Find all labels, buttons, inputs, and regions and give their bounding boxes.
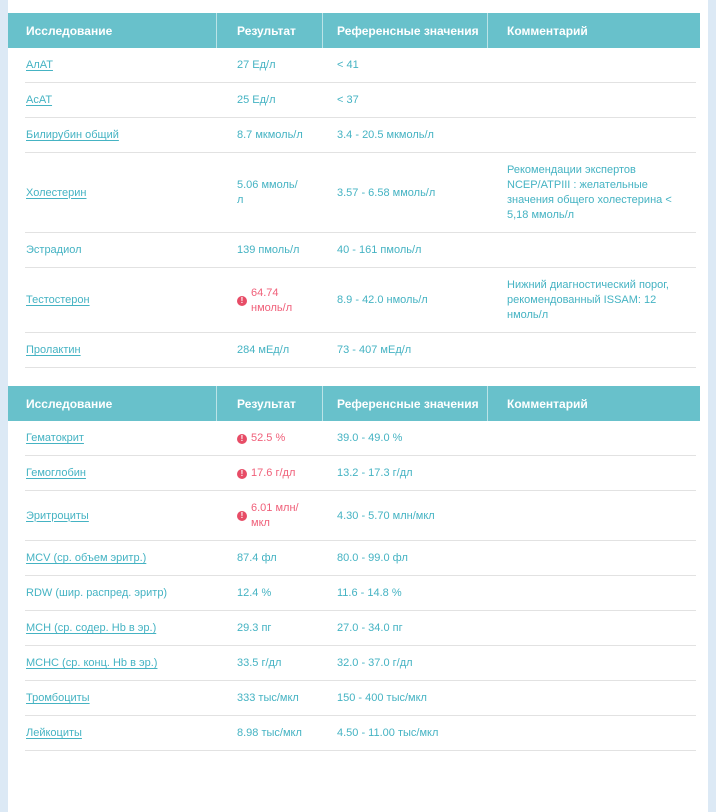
table-body	[8, 48, 700, 368]
comment-cell	[488, 48, 700, 83]
result-value: 25 Ед/л	[237, 94, 276, 106]
test-name-cell	[8, 268, 217, 333]
out-of-range-alert-icon: !	[237, 469, 247, 479]
table-body	[8, 421, 700, 751]
lab-results-table	[8, 13, 700, 368]
test-name-link[interactable]: Тестостерон	[26, 294, 90, 306]
test-name-link[interactable]: Гемоглобин	[26, 467, 86, 479]
test-name-cell	[8, 541, 217, 576]
result-value: 333 тыс/мкл	[237, 692, 299, 704]
result-cell	[217, 153, 323, 233]
reference-range: < 41	[337, 59, 359, 71]
test-name-link[interactable]: Билирубин общий	[26, 129, 119, 141]
test-name-link[interactable]: MCV (ср. объем эритр.)	[26, 552, 147, 564]
lab-results-table	[8, 386, 700, 751]
test-name-link[interactable]: Холестерин	[26, 186, 87, 199]
reference-range: 27.0 - 34.0 пг	[337, 622, 403, 634]
test-name-cell	[8, 611, 217, 646]
test-name-cell	[8, 456, 217, 491]
test-name: Эстрадиол	[26, 244, 82, 256]
table-row	[8, 541, 700, 576]
test-name-link[interactable]: MCHC (ср. конц. Hb в эр.)	[26, 657, 158, 669]
table-row	[8, 456, 700, 491]
result-value: 284 мЕд/л	[237, 344, 290, 356]
test-name-cell	[8, 333, 217, 368]
test-name-link[interactable]: Пролактин	[26, 344, 81, 356]
out-of-range-alert-icon: !	[237, 511, 247, 521]
test-name-cell	[8, 716, 217, 751]
result-cell	[217, 456, 323, 491]
result-cell	[217, 646, 323, 681]
column-header: Референсные значения	[323, 386, 488, 421]
out-of-range-alert-icon: !	[237, 296, 247, 306]
comment-cell: Рекомендации экспертов NCEP/ATPIII : желательные значения общего холестерина < 5,18 ммоль/л	[507, 164, 672, 221]
result-cell	[217, 421, 323, 456]
test-name-cell	[8, 153, 217, 233]
result-value: 17.6 г/дл	[251, 467, 296, 479]
comment-cell	[488, 333, 700, 368]
test-name-link[interactable]: АсАТ	[26, 94, 53, 106]
reference-range: 32.0 - 37.0 г/дл	[337, 657, 413, 669]
test-name-cell	[8, 681, 217, 716]
out-of-range-alert-icon: !	[237, 434, 247, 444]
result-cell	[217, 333, 323, 368]
reference-range: 73 - 407 мЕд/л	[337, 344, 412, 356]
table-row	[8, 576, 700, 611]
table-row	[8, 716, 700, 751]
test-name: RDW (шир. распред. эритр)	[26, 587, 168, 599]
comment-cell	[488, 491, 700, 541]
table-row	[8, 48, 700, 83]
table-row	[8, 83, 700, 118]
results-card	[8, 0, 708, 812]
test-name-link[interactable]: Лейкоциты	[26, 727, 82, 739]
result-cell	[217, 118, 323, 153]
result-cell	[217, 541, 323, 576]
result-cell	[217, 681, 323, 716]
result-cell	[217, 576, 323, 611]
test-name-link[interactable]: MCH (ср. содер. Hb в эр.)	[26, 622, 157, 634]
test-name-link[interactable]: АлАТ	[26, 59, 53, 71]
reference-range: 13.2 - 17.3 г/дл	[337, 467, 413, 479]
comment-cell	[488, 681, 700, 716]
comment-cell	[488, 716, 700, 751]
result-value: 12.4 %	[237, 587, 272, 599]
reference-range: 4.50 - 11.00 тыс/мкл	[337, 727, 439, 739]
result-value: 6.01 млн/мкл	[251, 502, 299, 529]
result-cell	[217, 716, 323, 751]
result-value: 33.5 г/дл	[237, 657, 282, 669]
test-name-cell	[8, 83, 217, 118]
result-cell	[217, 268, 323, 333]
test-name-cell	[8, 48, 217, 83]
comment-cell	[488, 646, 700, 681]
result-cell	[217, 48, 323, 83]
test-name-cell	[8, 421, 217, 456]
column-header: Комментарий	[507, 23, 588, 38]
table-row	[8, 611, 700, 646]
test-name-cell	[8, 118, 217, 153]
result-value: 27 Ед/л	[237, 59, 276, 71]
comment-cell	[488, 541, 700, 576]
column-header: Результат	[217, 13, 323, 48]
column-header: Результат	[217, 386, 323, 421]
reference-range: 4.30 - 5.70 млн/мкл	[337, 509, 435, 522]
result-cell	[217, 83, 323, 118]
comment-cell	[488, 233, 700, 268]
comment-cell	[488, 421, 700, 456]
table-header-row	[8, 386, 700, 421]
table-row	[8, 153, 700, 233]
test-name-link[interactable]: Эритроциты	[26, 509, 89, 522]
table-row	[8, 681, 700, 716]
table-row	[8, 233, 700, 268]
reference-range: 3.57 - 6.58 ммоль/л	[337, 186, 436, 199]
result-cell	[217, 233, 323, 268]
column-header: Исследование	[8, 386, 217, 421]
comment-cell	[488, 83, 700, 118]
reference-range: 150 - 400 тыс/мкл	[337, 692, 427, 704]
result-value: 29.3 пг	[237, 622, 272, 634]
column-header: Исследование	[8, 13, 217, 48]
comment-cell: Нижний диагностический порог, рекомендованный ISSAM: 12 нмоль/л	[507, 279, 669, 321]
table-row	[8, 421, 700, 456]
column-header: Комментарий	[507, 396, 588, 411]
result-value: 5.06 ммоль/л	[237, 179, 298, 206]
table-row	[8, 646, 700, 681]
reference-range: 11.6 - 14.8 %	[337, 587, 402, 599]
reference-range: < 37	[337, 94, 359, 106]
result-cell	[217, 611, 323, 646]
column-header: Референсные значения	[323, 13, 488, 48]
table-row	[8, 333, 700, 368]
comment-cell	[488, 118, 700, 153]
result-value: 8.98 тыс/мкл	[237, 727, 302, 739]
table-row	[8, 491, 700, 541]
result-value: 87.4 фл	[237, 552, 277, 564]
reference-range: 8.9 - 42.0 нмоль/л	[337, 294, 428, 306]
result-value: 64.74 нмоль/л	[251, 286, 293, 314]
reference-range: 80.0 - 99.0 фл	[337, 552, 408, 564]
comment-cell	[488, 576, 700, 611]
test-name-cell	[8, 576, 217, 611]
reference-range: 3.4 - 20.5 мкмоль/л	[337, 129, 434, 141]
result-value: 52.5 %	[251, 432, 286, 444]
table-header-row	[8, 13, 700, 48]
comment-cell	[488, 611, 700, 646]
test-name-link[interactable]: Гематокрит	[26, 432, 84, 444]
test-name-cell	[8, 646, 217, 681]
test-name-cell	[8, 233, 217, 268]
test-name-link[interactable]: Тромбоциты	[26, 692, 90, 704]
result-value: 8.7 мкмоль/л	[237, 129, 303, 141]
test-name-cell	[8, 491, 217, 541]
table-row	[8, 118, 700, 153]
comment-cell	[488, 456, 700, 491]
result-cell	[217, 491, 323, 541]
tables	[8, 13, 708, 751]
reference-range: 39.0 - 49.0 %	[337, 432, 403, 444]
result-value: 139 пмоль/л	[237, 244, 300, 256]
table-row	[8, 268, 700, 333]
reference-range: 40 - 161 пмоль/л	[337, 244, 422, 256]
